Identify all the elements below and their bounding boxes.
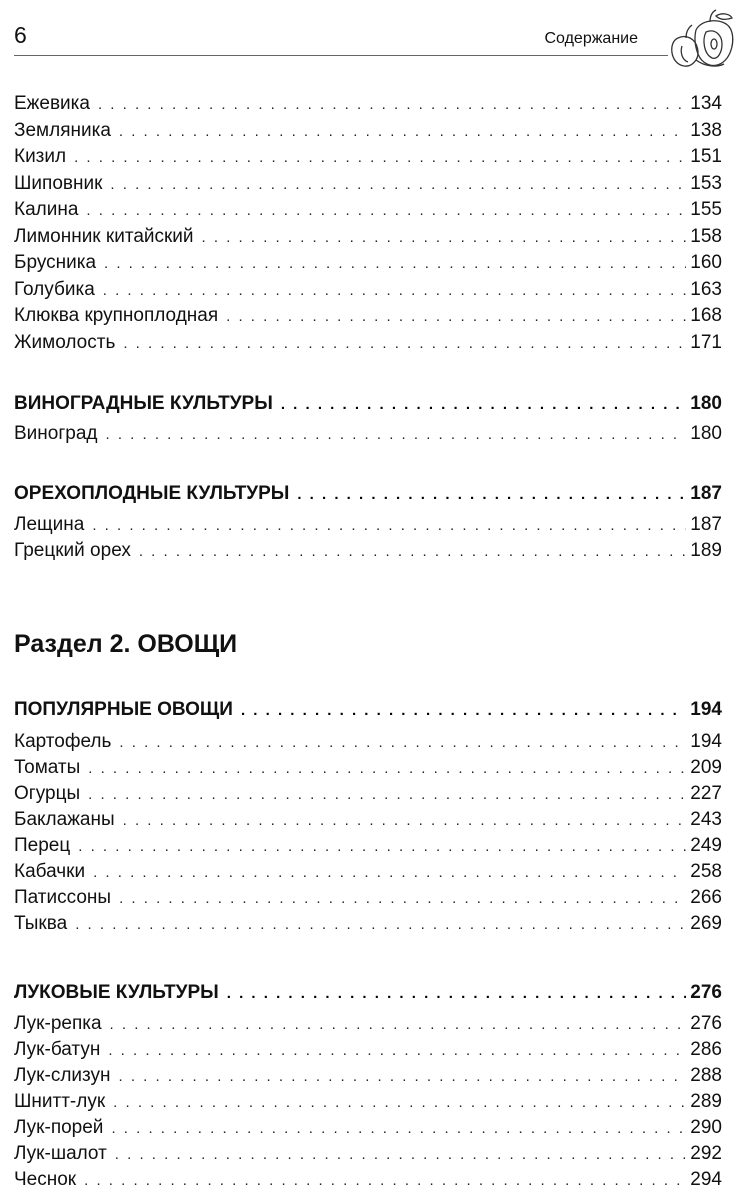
toc-entry[interactable]: Перец . . . 249 (14, 833, 722, 859)
toc-entry[interactable]: Лук-слизун . . . 288 (14, 1063, 722, 1089)
toc-entry[interactable]: Шиповник . . . 153 (14, 171, 722, 197)
toc-entry[interactable]: Жимолость . . . 171 (14, 330, 722, 356)
toc-entry[interactable]: Грецкий орех . . . 189 (14, 538, 722, 564)
toc-entry[interactable]: Ежевика . . . 134 (14, 91, 722, 117)
toc-entry[interactable]: Кизил . . . 151 (14, 144, 722, 170)
toc-entry[interactable]: Лук-батун . . . 286 (14, 1037, 722, 1063)
toc-entry[interactable]: Лимонник китайский . . . 158 (14, 224, 722, 250)
toc-entry[interactable]: Голубика . . . 163 (14, 277, 722, 303)
page-number: 6 (14, 22, 27, 48)
toc-entry[interactable]: Картофель . . . 194 (14, 729, 722, 755)
toc-entry[interactable]: Земляника . . . 138 (14, 118, 722, 144)
toc-entry[interactable]: Кабачки . . . 258 (14, 859, 722, 885)
toc-entry[interactable]: Огурцы . . . 227 (14, 781, 722, 807)
toc-entry[interactable]: Тыква . . . 269 (14, 911, 722, 937)
toc-entry[interactable]: Баклажаны . . . 243 (14, 807, 722, 833)
toc-entry[interactable]: Лук-репка . . . 276 (14, 1011, 722, 1037)
toc-entry[interactable]: Лук-порей . . . 290 (14, 1115, 722, 1141)
page-header (0, 0, 748, 60)
toc-heading[interactable]: ВИНОГРАДНЫЕ КУЛЬТУРЫ . . . 180 (14, 391, 722, 417)
header-rule (14, 55, 668, 56)
toc-entry[interactable]: Клюква крупноплодная . . . 168 (14, 303, 722, 329)
toc-entry[interactable]: Виноград . . . 180 (14, 421, 722, 447)
toc-entry[interactable]: Чеснок . . . 294 (14, 1167, 722, 1193)
toc-entry[interactable]: Лещина . . . 187 (14, 512, 722, 538)
toc-entry[interactable]: Калина . . . 155 (14, 197, 722, 223)
section-title: Раздел 2. ОВОЩИ (14, 630, 238, 658)
toc-entry[interactable]: Томаты . . . 209 (14, 755, 722, 781)
apple-illustration-icon (660, 8, 740, 72)
toc-heading[interactable]: ПОПУЛЯРНЫЕ ОВОЩИ . . . 194 (14, 697, 722, 723)
toc-entry[interactable]: Шнитт-лук . . . 289 (14, 1089, 722, 1115)
toc-heading[interactable]: ЛУКОВЫЕ КУЛЬТУРЫ . . . 276 (14, 980, 722, 1006)
toc-entry[interactable]: Патиссоны . . . 266 (14, 885, 722, 911)
toc-heading[interactable]: ОРЕХОПЛОДНЫЕ КУЛЬТУРЫ . . . 187 (14, 481, 722, 507)
toc-entry[interactable]: Брусника . . . 160 (14, 250, 722, 276)
running-title: Содержание (544, 30, 638, 47)
toc-entry[interactable]: Лук-шалот . . . 292 (14, 1141, 722, 1167)
